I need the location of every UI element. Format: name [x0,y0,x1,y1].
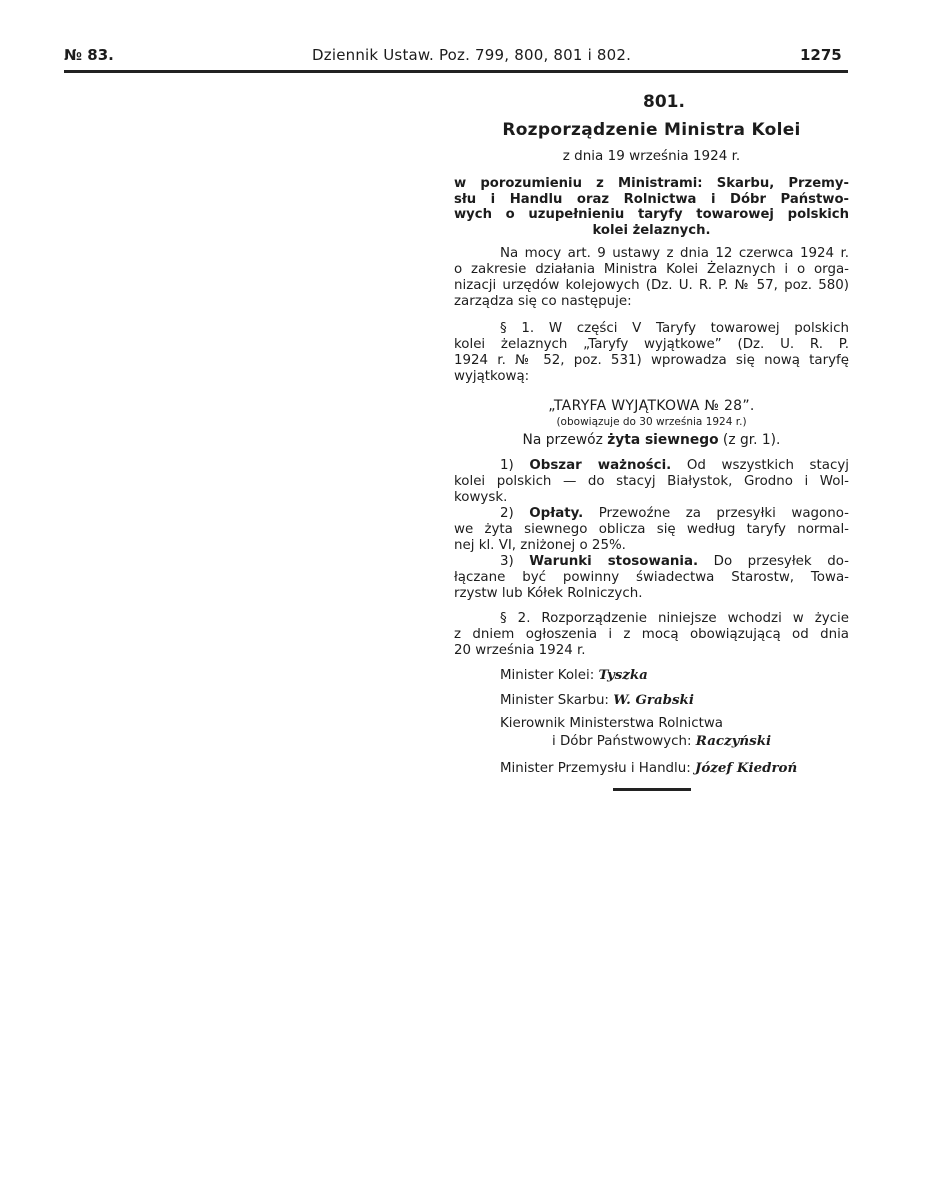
preamble-line: o zakresie działania Ministra Kolei Żelaznych i o orga- [454,262,849,277]
issue-number: № 83. [64,46,114,64]
subject-line: kolei żelaznych. [592,222,711,238]
item-1-line: kowysk. [454,490,508,505]
running-header: Dziennik Ustaw. Poz. 799, 800, 801 i 802. [312,46,632,64]
signature-industry [500,760,797,776]
item-1-lead: 1) [500,458,530,473]
act-title: Rozporządzenie Ministra Kolei [502,120,801,140]
item-2-line: nej kl. VI, zniżonej o 25%. [454,538,626,553]
tariff-heading: „TARYFA WYJĄTKOWA № 28”. [548,398,755,414]
item-1-text: Od wszystkich stacyj [671,458,849,473]
end-rule [613,788,691,791]
preamble-line: nizacji urzędów kolejowych (Dz. U. R. P. № 57, poz. 580) [454,278,849,293]
tariff-subject-bold: żyta siewnego [607,432,719,448]
signature-name: W. Grabski [613,692,694,708]
signature-role: Minister Kolei: [500,668,599,683]
item-2-line [454,506,849,522]
item-3-line: rzystw lub Kółek Rolniczych. [454,586,643,601]
section-2 [454,611,849,659]
item-1-heading: Obszar ważności. [529,458,672,473]
signature-role: Minister Przemysłu i Handlu: [500,761,696,776]
item-3-heading: Warunki stosowania. [529,554,699,569]
section-2-line: 20 września 1924 r. [454,643,586,658]
section-1-line: § 1. W części V Taryfy towarowej polskich [500,321,849,336]
item-3-line: łączane być powinny świadectwa Starostw, Towa- [454,570,849,585]
item-2-line: we żyta siewnego oblicza się według taryfy normal- [454,522,849,537]
section-1-line: 1924 r. № 52, poz. 531) wprowadza się nową taryfę [454,353,849,368]
subject-line: słu i Handlu oraz Rolnictwa i Dóbr Państwo- [454,191,849,207]
subject-line: w porozumieniu z Ministrami: Skarbu, Przemy- [454,176,849,191]
signature-railways [500,667,648,683]
item-1-line [454,458,849,474]
signature-treasury [500,692,694,708]
tariff-subject-suffix: (z gr. 1). [718,432,781,448]
preamble-line: zarządza się co następuje: [454,294,632,309]
signature-name: Raczyński [695,733,772,749]
signature-role: i Dóbr Państwowych: [552,734,696,749]
section-1-line: wyjątkową: [454,369,530,384]
signature-name: Józef Kiedroń [695,760,798,776]
item-3-line [454,554,849,570]
preamble [454,246,849,310]
item-1-line: kolei polskich — do stacyj Białystok, Grodno i Wol- [454,474,849,489]
act-subject [454,176,849,238]
item-2-heading: Opłaty. [529,506,584,521]
signature-agriculture [552,733,771,749]
page-number: 1275 [800,46,842,64]
act-number: 801. [643,92,685,112]
header-rule [64,70,848,73]
tariff-items [454,458,849,602]
act-date: z dnia 19 września 1924 r. [562,148,741,164]
signature-role: Minister Skarbu: [500,693,614,708]
section-1-line: kolei żelaznych „Taryfy wyjątkowe” (Dz. U. R. P. [454,337,849,352]
subject-line: wych o uzupełnieniu taryfy towarowej polskich [454,207,849,222]
item-3-text: Do przesyłek do- [698,554,849,569]
tariff-validity: (obowiązuje do 30 września 1924 r.) [556,416,747,428]
preamble-line: Na mocy art. 9 ustawy z dnia 12 czerwca 1924 r. [500,246,849,261]
item-3-lead: 3) [500,554,530,569]
item-2-lead: 2) [500,506,530,521]
section-1 [454,321,849,385]
signature-agriculture-role: Kierownik Ministerstwa Rolnictwa [500,716,723,731]
tariff-subject [454,432,849,448]
section-2-line: § 2. Rozporządzenie niniejsze wchodzi w życie [500,611,849,626]
tariff-subject-prefix: Na przewóz [522,432,608,448]
item-2-text: Przewoźne za przesyłki wagono- [583,506,849,521]
signature-name: Tyszka [598,667,648,683]
section-2-line: z dniem ogłoszenia i z mocą obowiązującą od dnia [454,627,849,642]
